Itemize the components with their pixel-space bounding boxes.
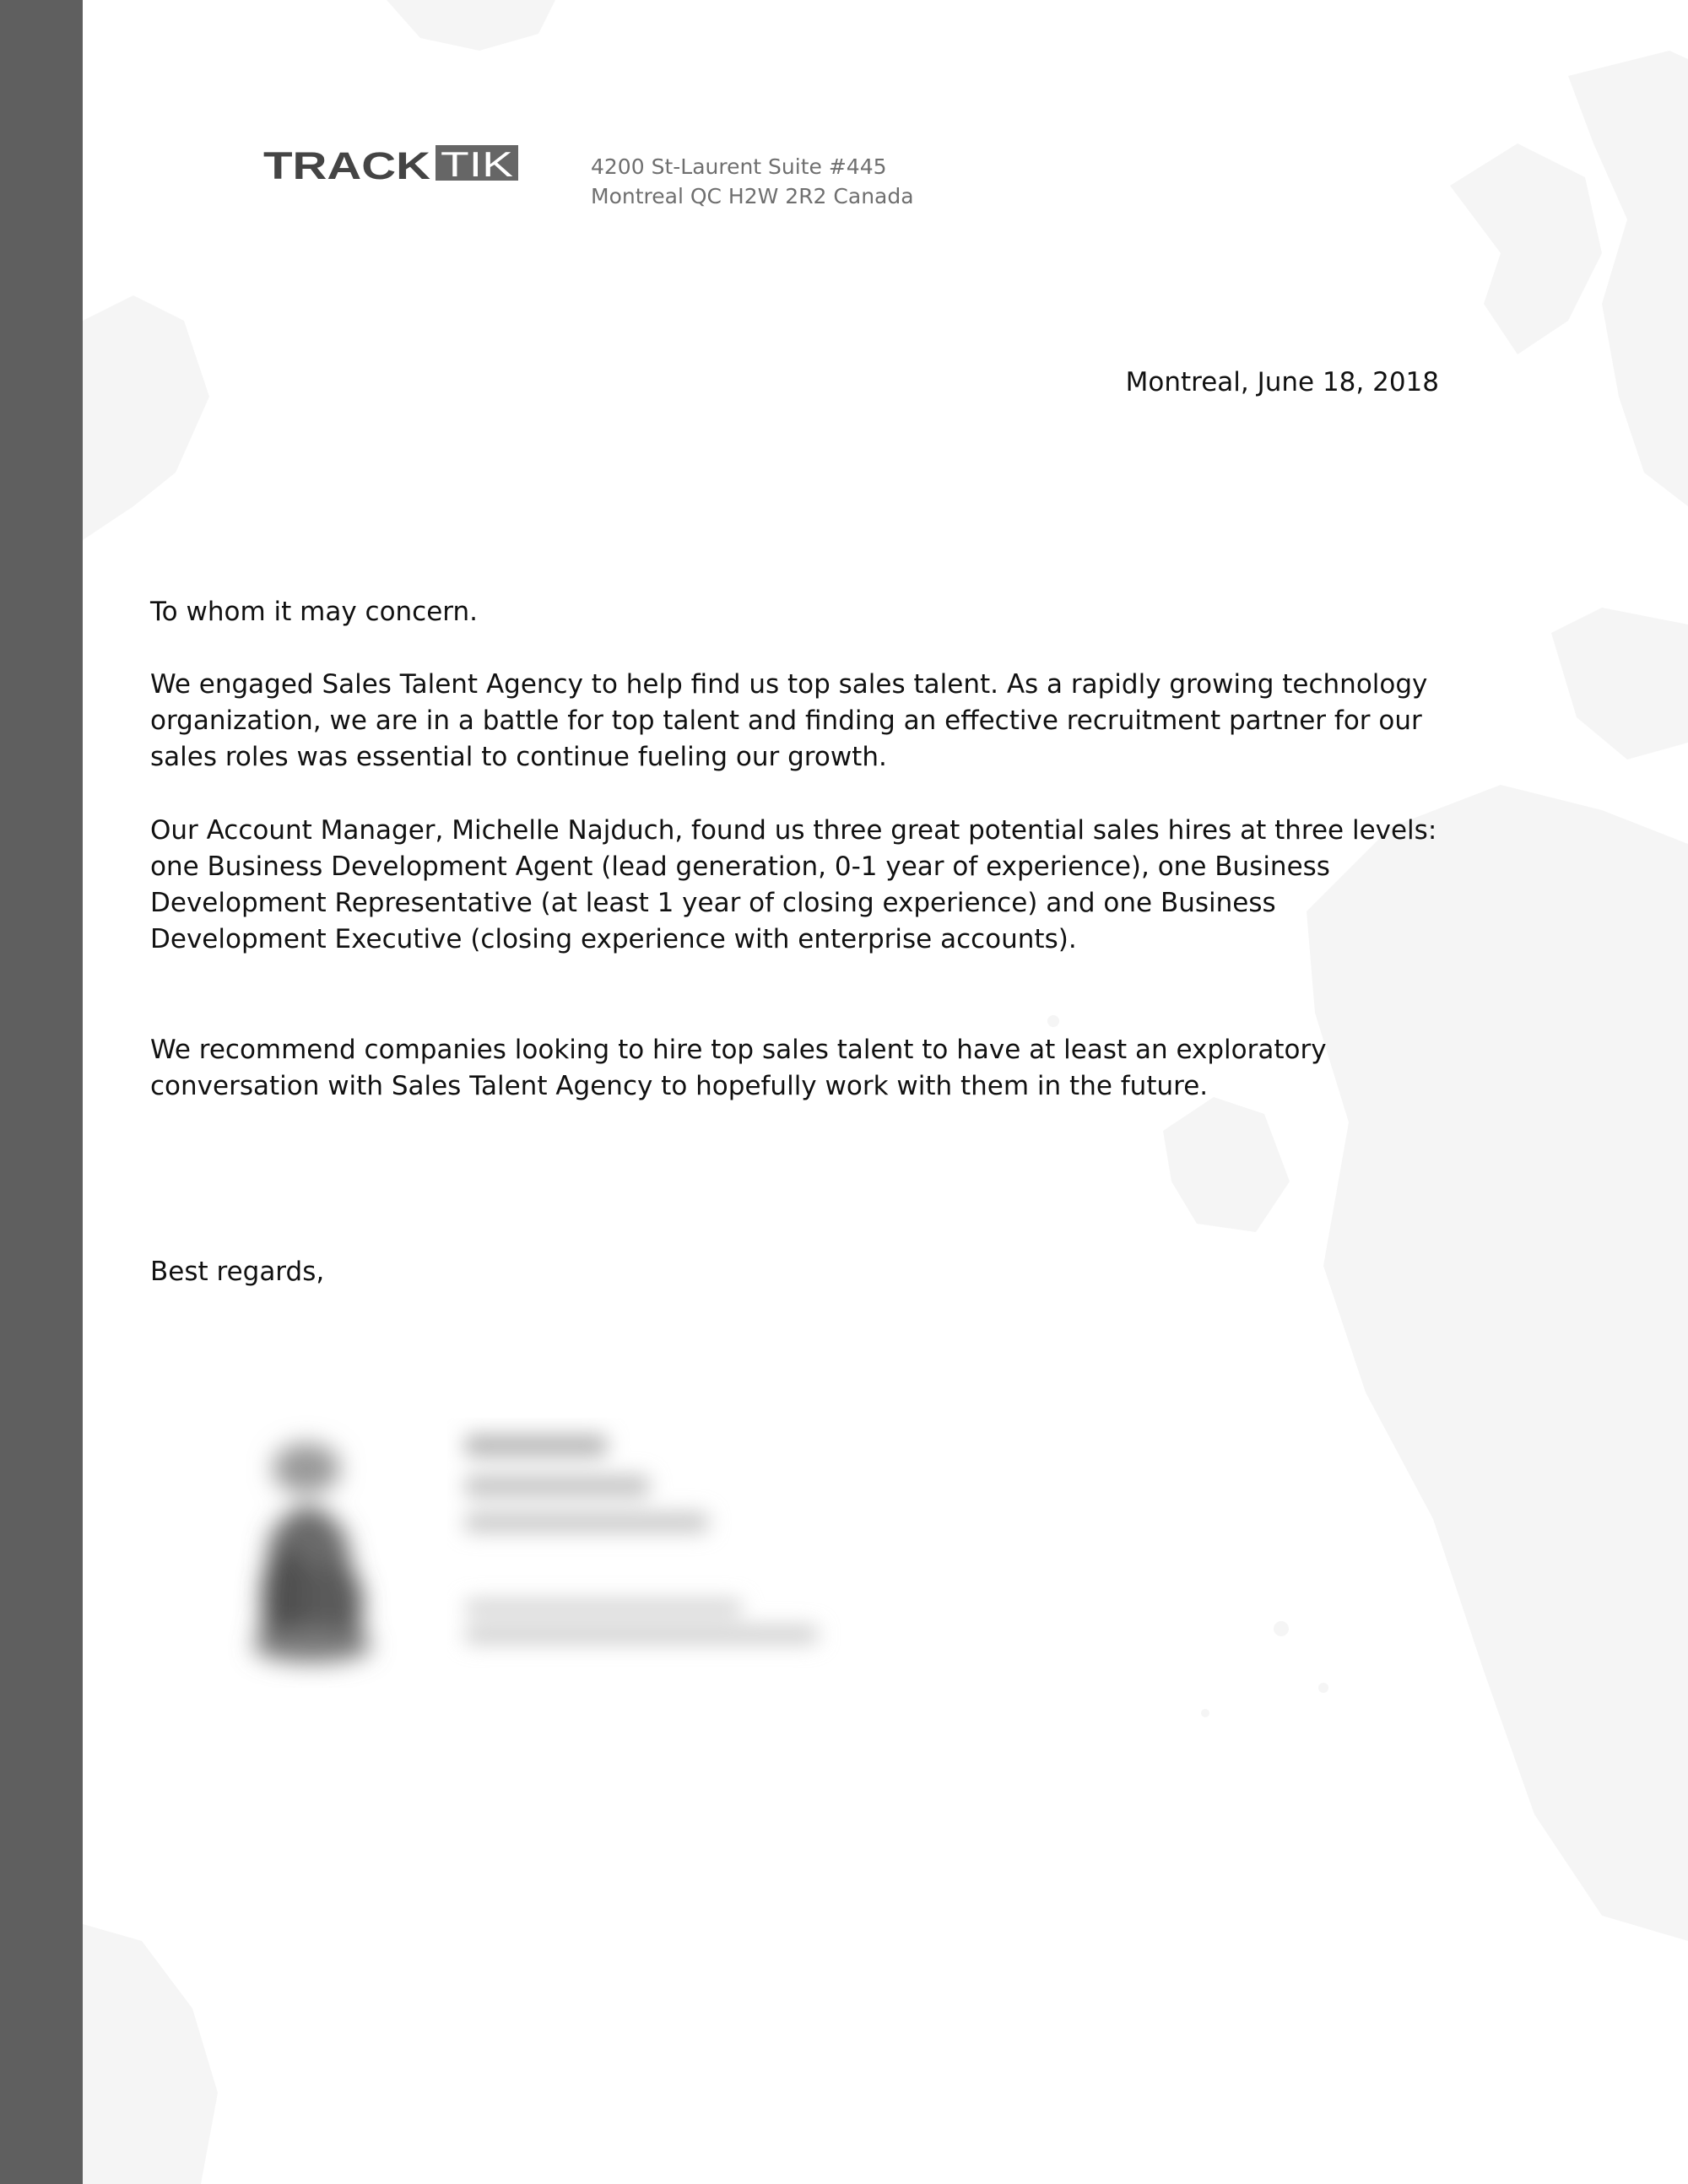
paragraph-1: We engaged Sales Talent Agency to help find us top sales talent. As a rapidly growing technology organization, we are in a battle for top talent and finding an effective recruitment partner for our sales roles was essential to continue fueling our growth. — [150, 669, 1428, 772]
address-line-2: Montreal QC H2W 2R2 Canada — [591, 184, 914, 208]
paragraph-3: We recommend companies looking to hire top sales talent to have at least an exploratory conversation with Sales Talent Agency to hopefully work with them in the future. — [150, 1035, 1327, 1101]
address-line-1: 4200 St-Laurent Suite #445 — [591, 154, 887, 179]
blurred-signature-block — [447, 1418, 844, 1688]
logo-text-tik: TIK — [441, 145, 513, 184]
paragraph-2: Our Account Manager, Michelle Najduch, found us three great potential sales hires at three levels: one Business Development Agent (lead generation, 0-1 year of experience), one Business Development Representative (at least 1 year of closing experience) and one Business Development Executive (closing experience with enterprise accounts). — [150, 815, 1437, 954]
company-address — [591, 152, 914, 211]
closing: Best regards, — [150, 1257, 325, 1287]
logo-text-track: TRACK — [263, 145, 431, 186]
letter-date: Montreal, June 18, 2018 — [1125, 367, 1439, 397]
blurred-portrait-icon — [207, 1401, 418, 1688]
salutation: To whom it may concern. — [150, 597, 478, 627]
tracktik-logo — [263, 145, 518, 186]
left-side-bar — [0, 0, 83, 2184]
